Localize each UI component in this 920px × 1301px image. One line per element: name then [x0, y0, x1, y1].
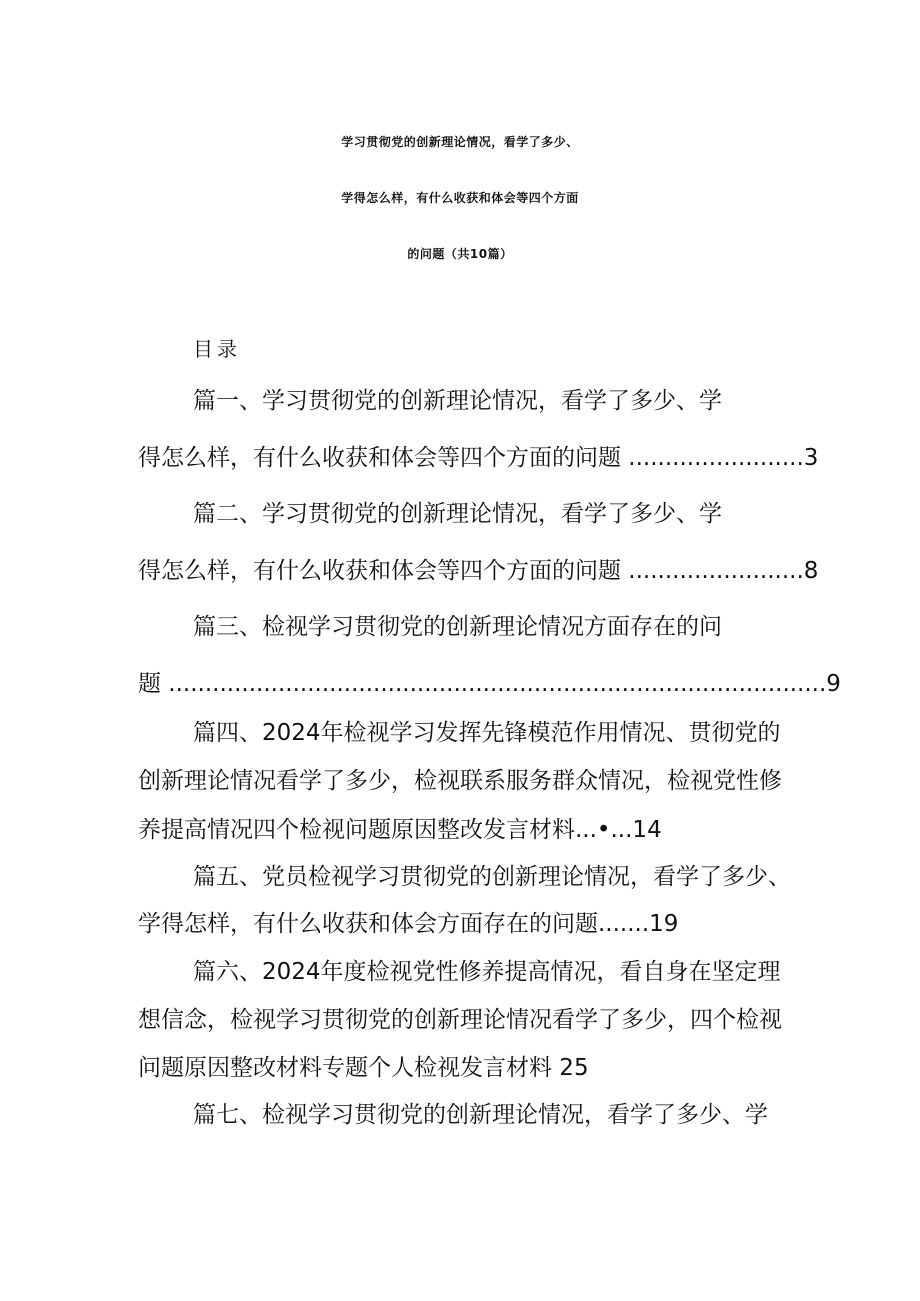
toc-entry-3-line-2: 题 ..........................................................................................9 — [138, 671, 841, 697]
toc-entry-6-line-1: 篇六、2024年度检视党性修养提高情况，看自身在坚定理 — [193, 959, 781, 985]
title-line-2: 学得怎么样，有什么收获和体会等四个方面 — [341, 191, 579, 205]
title-line-3: 的问题（共10篇） — [407, 247, 513, 261]
toc-entry-3-line-1: 篇三、检视学习贯彻党的创新理论情况方面存在的问 — [193, 614, 722, 640]
toc-entry-1-line-2: 得怎么样，有什么收获和体会等四个方面的问题 ........................3 — [138, 445, 819, 471]
toc-entry-4-line-3: 养提高情况四个检视问题原因整改发言材料...•...14 — [138, 817, 662, 843]
toc-entry-4-line-1: 篇四、2024年检视学习发挥先锋模范作用情况、贯彻党的 — [193, 720, 781, 746]
toc-entry-5-line-2: 学得怎样，有什么收获和体会方面存在的问题.......19 — [138, 911, 679, 937]
toc-entry-7-line-1: 篇七、检视学习贯彻党的创新理论情况，看学了多少、学 — [193, 1102, 768, 1128]
toc-entry-5-line-1: 篇五、党员检视学习贯彻党的创新理论情况，看学了多少、 — [193, 864, 791, 890]
toc-entry-2-line-1: 篇二、学习贯彻党的创新理论情况，看学了多少、学 — [193, 501, 722, 527]
toc-entry-2-line-2: 得怎么样，有什么收获和体会等四个方面的问题 ........................8 — [138, 558, 819, 584]
toc-label: 目录 — [193, 337, 241, 361]
toc-entry-6-line-3: 问题原因整改材料专题个人检视发言材料 25 — [138, 1055, 589, 1081]
toc-entry-4-line-2: 创新理论情况看学了多少，检视联系服务群众情况，检视党性修 — [138, 768, 782, 794]
toc-entry-6-line-2: 想信念，检视学习贯彻党的创新理论情况看学了多少，四个检视 — [138, 1007, 782, 1033]
toc-entry-1-line-1: 篇一、学习贯彻党的创新理论情况，看学了多少、学 — [193, 388, 722, 414]
title-line-1: 学习贯彻党的创新理论情况，看学了多少、 — [341, 135, 579, 149]
